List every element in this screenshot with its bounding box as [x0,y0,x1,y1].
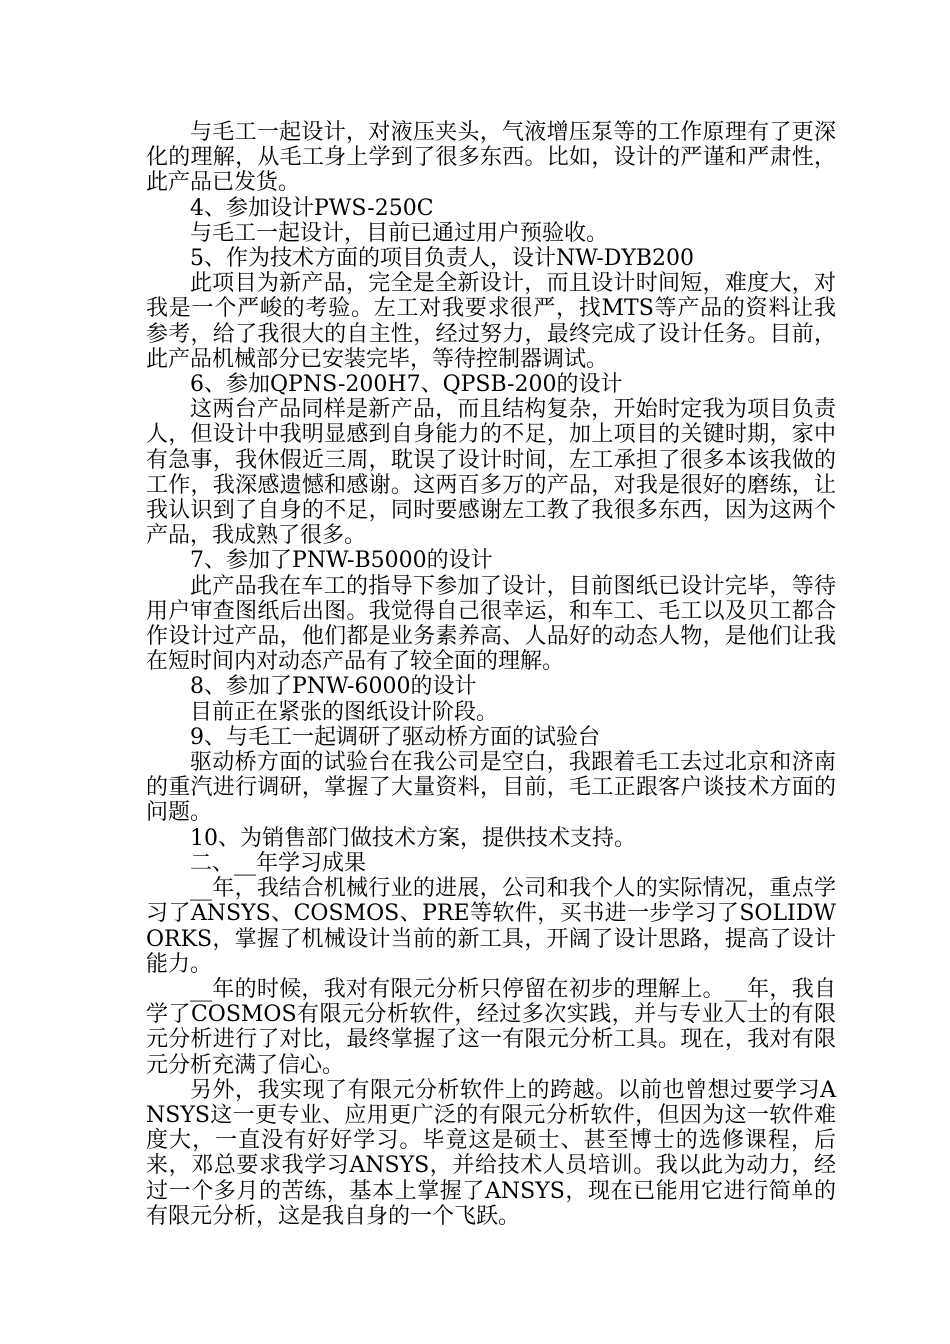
document-body [146,120,836,1229]
section-heading: 二、__年学习成果 [190,850,367,876]
paragraph: 此项目为新产品，完全是全新设计，而且设计时间短，难度大，对我是一个严峻的考验。左工对我要求很严，找MTS等产品的资料让我参考，给了我很大的自主性，经过努力，最终完成了设计任务。目前，此产品机械部分已安装完毕，等待控制器调试。 [146,271,836,372]
paragraph: 目前正在紧张的图纸设计阶段。 [190,699,499,725]
paragraph: 驱动桥方面的试验台在我公司是空白，我跟着毛工去过北京和济南的重汽进行调研，掌握了大量资料，目前，毛工正跟客户谈技术方面的问题。 [146,750,836,826]
paragraph: 另外，我实现了有限元分析软件上的跨越。以前也曾想过要学习ANSYS这一更专业、应用更广泛的有限元分析软件，但因为这一软件难度大，一直没有好好学习。毕竟这是硕士、甚至博士的选修课程，后来，邓总要求我学习ANSYS，并给技术人员培训。我以此为动力，经过一个多月的苦练，基本上掌握了ANSYS，现在已能用它进行简单的有限元分析，这是我自身的一个飞跃。 [146,1077,836,1229]
item-heading: 8、参加了PNW-6000的设计 [190,674,477,700]
paragraph: 此产品我在车工的指导下参加了设计，目前图纸已设计完毕，等待用户审查图纸后出图。我觉得自己很幸运，和车工、毛工以及贝工都合作设计过产品，他们都是业务素养高、人品好的动态人物，是他们让我在短时间内对动态产品有了较全面的理解。 [146,573,836,675]
paragraph: 这两台产品同样是新产品，而且结构复杂，开始时定我为项目负责人，但设计中我明显感到自身能力的不足，加上项目的关键时期，家中有急事，我休假近三周，耽误了设计时间，左工承担了很多本该我做的工作，我深感遗憾和感谢。这两百多万的产品，对我是很好的磨练，让我认识到了自身的不足，同时要感谢左工教了我很多东西，因为这两个产品，我成熟了很多。 [146,397,836,549]
paragraph: 与毛工一起设计，目前已通过用户预验收。 [190,220,609,246]
paragraph: __年的时候，我对有限元分析只停留在初步的理解上。__年，我自学了COSMOS有限元分析软件，经过多次实践，并与专业人士的有限元分析进行了对比，最终掌握了这一有限元分析工具。现在，我对有限元分析充满了信心。 [146,976,836,1078]
item-heading: 5、作为技术方面的项目负责人，设计NW-DYB200 [190,246,695,272]
item-heading: 9、与毛工一起调研了驱动桥方面的试验台 [190,724,600,750]
paragraph: 与毛工一起设计，对液压夹头，气液增压泵等的工作原理有了更深化的理解，从毛工身上学到了很多东西。比如，设计的严谨和严肃性，此产品已发货。 [146,120,836,196]
item-heading: 10、为销售部门做技术方案，提供技术支持。 [190,825,636,851]
item-heading: 4、参加设计PWS-250C [190,195,434,221]
paragraph: __年，我结合机械行业的进展，公司和我个人的实际情况，重点学习了ANSYS、COSMOS、PRE等软件，买书进一步学习了SOLIDWORKS，掌握了机械设计当前的新工具，开阔了设计思路，提高了设计能力。 [146,876,836,977]
item-heading: 6、参加QPNS-200H7、QPSB-200的设计 [190,372,623,398]
item-heading: 7、参加了PNW-B5000的设计 [190,548,493,574]
